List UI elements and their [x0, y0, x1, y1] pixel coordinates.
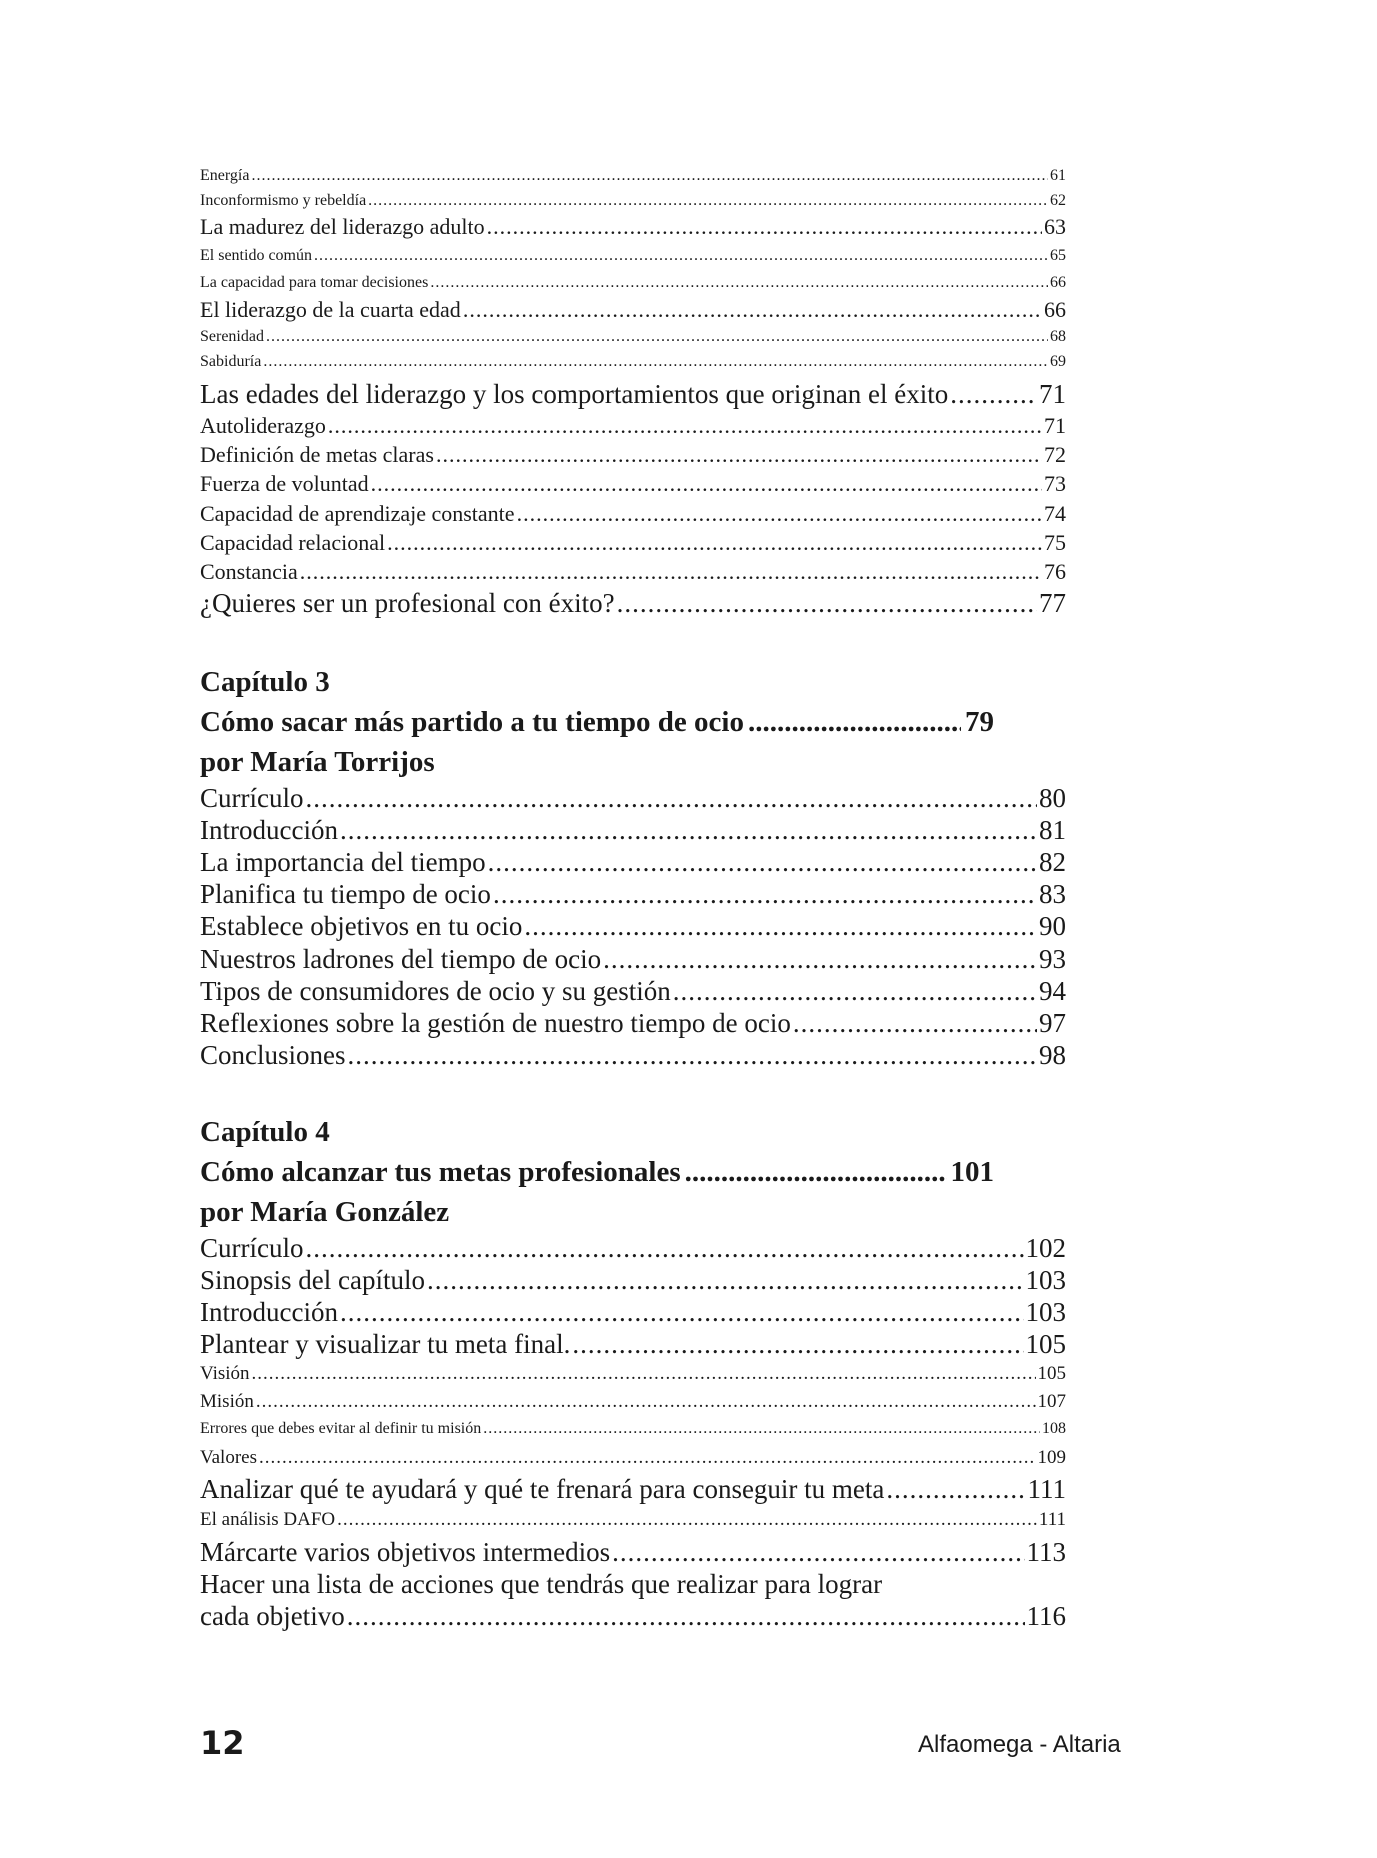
dot-leader [748, 708, 961, 737]
toc-entry-page: 102 [1025, 1233, 1066, 1263]
dot-leader [252, 1364, 1036, 1383]
toc-entry-page: 62 [1050, 192, 1066, 209]
toc-entry-page: 105 [1025, 1329, 1066, 1359]
chapter-title [200, 708, 994, 737]
dot-leader [256, 1392, 1036, 1411]
dot-leader [259, 1448, 1036, 1467]
toc-entry [200, 1235, 1066, 1262]
toc-entry-page: 73 [1044, 471, 1066, 496]
toc-entry [200, 299, 1066, 321]
toc-entry-title: cada objetivo [200, 1601, 345, 1631]
dot-leader [263, 354, 1048, 370]
dot-leader [793, 1010, 1037, 1037]
toc-entry-title: Conclusiones [200, 1040, 346, 1070]
chapter-title-text: Cómo sacar más partido a tu tiempo de ocio [200, 706, 744, 738]
toc-entry [200, 473, 1066, 495]
toc-entry-page: 82 [1039, 847, 1066, 877]
toc-entry [200, 946, 1066, 973]
chapter-label: Capítulo 4 [200, 1116, 330, 1148]
toc-entry-title: Sinopsis del capítulo [200, 1265, 425, 1295]
toc-entry-title: El análisis DAFO [200, 1509, 336, 1530]
dot-leader [347, 1603, 1025, 1630]
toc-entry [200, 1299, 1066, 1326]
toc-entry [200, 381, 1066, 408]
toc-entry [200, 881, 1066, 908]
toc-entry-title: Currículo [200, 783, 304, 813]
toc-entry-page: 111 [1038, 1509, 1066, 1530]
dot-leader [463, 299, 1042, 321]
dot-leader [617, 590, 1037, 617]
toc-entry-title: El sentido común [200, 247, 312, 264]
dot-leader [436, 444, 1042, 466]
dot-leader [251, 168, 1048, 184]
toc-entry-title: El liderazgo de la cuarta edad [200, 297, 461, 322]
toc-entry-page: 94 [1039, 976, 1066, 1006]
dot-leader [340, 1299, 1024, 1326]
toc-entry [200, 444, 1066, 466]
toc-entry-page: 113 [1026, 1537, 1066, 1567]
dot-leader [950, 381, 1037, 408]
toc-entry [200, 913, 1066, 940]
toc-entry-title: La importancia del tiempo [200, 847, 486, 877]
toc-entry [200, 561, 1066, 583]
toc-entry-wrapped-line: Hacer una lista de acciones que tendrás que realizar para lograr [200, 1569, 883, 1599]
dot-leader [572, 1331, 1023, 1358]
toc-entry [200, 415, 1066, 437]
toc-entry [200, 1448, 1066, 1467]
chapter-label: Capítulo 3 [200, 666, 330, 698]
toc-entry-page: 74 [1044, 501, 1066, 526]
dot-leader [427, 1267, 1024, 1294]
toc-entry-page: 107 [1037, 1391, 1066, 1412]
toc-entry-title: ¿Quieres ser un profesional con éxito? [200, 588, 615, 618]
toc-entry-title: La capacidad para tomar decisiones [200, 274, 429, 291]
toc-entry-page: 97 [1039, 1008, 1066, 1038]
toc-entry-page: 81 [1039, 815, 1066, 845]
toc-entry-page: 68 [1050, 328, 1066, 345]
toc-entry-title: Introducción [200, 1297, 338, 1327]
chapter-title-text: Cómo alcanzar tus metas profesionales [200, 1156, 681, 1188]
dot-leader [517, 503, 1042, 525]
toc-entry-page: 103 [1025, 1265, 1066, 1295]
toc-entry [200, 1364, 1066, 1383]
toc-entry [200, 1042, 1066, 1069]
toc-entry-page: 116 [1026, 1601, 1066, 1631]
toc-entry-page: 71 [1044, 413, 1066, 438]
toc-entry [200, 1392, 1066, 1411]
toc-entry [200, 168, 1066, 184]
toc-entry-title: Plantear y visualizar tu meta final. [200, 1329, 571, 1359]
toc-entry-page: 98 [1039, 1040, 1066, 1070]
toc-entry-title: Introducción [200, 815, 338, 845]
toc-entry-title: Sabiduría [200, 353, 262, 370]
dot-leader [328, 415, 1042, 437]
toc-entry-page: 75 [1044, 530, 1066, 555]
toc-entry-title: Constancia [200, 559, 298, 584]
toc-entry-title: Serenidad [200, 328, 264, 345]
toc-entry [200, 503, 1066, 525]
dot-leader [371, 473, 1042, 495]
toc-entry [200, 216, 1066, 238]
toc-entry-page: 63 [1044, 214, 1066, 239]
toc-entry-page: 90 [1039, 911, 1066, 941]
toc-entry [200, 1421, 1066, 1437]
toc-entry-page: 80 [1039, 783, 1066, 813]
toc-entry-title: Analizar qué te ayudará y qué te frenará para conseguir tu meta [200, 1474, 885, 1504]
toc-entry [200, 1267, 1066, 1294]
chapter-author: por María González [200, 1196, 450, 1228]
toc-entry-page: 103 [1025, 1297, 1066, 1327]
toc-entry-title: Definición de metas claras [200, 442, 434, 467]
toc-entry-title: Inconformismo y rebeldía [200, 192, 367, 209]
dot-leader [337, 1510, 1037, 1529]
dot-leader [886, 1476, 1025, 1503]
dot-leader [266, 329, 1048, 345]
dot-leader [673, 978, 1037, 1005]
toc-entry-title: La madurez del liderazgo adulto [200, 214, 485, 239]
dot-leader [487, 216, 1042, 238]
chapter-author: por María Torrijos [200, 746, 435, 778]
toc-entry-page: 65 [1050, 247, 1066, 264]
toc-entry [200, 1476, 1066, 1503]
toc-entry-title: Errores que debes evitar al definir tu misión [200, 1420, 482, 1437]
toc-entry-page: 105 [1037, 1363, 1066, 1384]
chapter-title [200, 1158, 994, 1187]
toc-entry [200, 1539, 1066, 1566]
dot-leader [488, 849, 1037, 876]
toc-entry [200, 193, 1066, 209]
dot-leader [685, 1158, 947, 1187]
toc-entry-page: 93 [1039, 944, 1066, 974]
toc-entry [200, 1331, 1066, 1358]
toc-entry [200, 1510, 1066, 1529]
dot-leader [305, 1235, 1023, 1262]
toc-entry [200, 1010, 1066, 1037]
toc-entry-page: 109 [1037, 1447, 1066, 1468]
toc-entry-title: Tipos de consumidores de ocio y su gestión [200, 976, 671, 1006]
dot-leader [430, 275, 1048, 291]
toc-entry-title: Fuerza de voluntad [200, 471, 369, 496]
toc-entry-title: Las edades del liderazgo y los comportamientos que originan el éxito [200, 379, 949, 409]
dot-leader [314, 248, 1048, 264]
toc-entry [200, 532, 1066, 554]
toc-entry [200, 275, 1066, 291]
dot-leader [524, 913, 1037, 940]
toc-entry [200, 248, 1066, 264]
dot-leader [387, 532, 1042, 554]
toc-entry-page: 66 [1050, 274, 1066, 291]
toc-entry-title: Márcarte varios objetivos intermedios [200, 1537, 611, 1567]
dot-leader [612, 1539, 1024, 1566]
dot-leader [368, 193, 1048, 209]
dot-leader [348, 1042, 1038, 1069]
publisher-name: Alfaomega - Altaria [918, 1731, 1121, 1758]
chapter-page: 79 [965, 706, 994, 738]
toc-entry-title: Currículo [200, 1233, 304, 1263]
chapter-page: 101 [950, 1156, 994, 1188]
toc-entry-title: Energía [200, 167, 250, 184]
toc-entry-page: 76 [1044, 559, 1066, 584]
toc-entry-title: Nuestros ladrones del tiempo de ocio [200, 944, 602, 974]
toc-entry-page: 69 [1050, 353, 1066, 370]
toc-entry [200, 849, 1066, 876]
toc-entry [200, 785, 1066, 812]
dot-leader [305, 785, 1037, 812]
toc-entry-title: Capacidad relacional [200, 530, 386, 555]
toc-entry-title: Visión [200, 1363, 250, 1384]
dot-leader [340, 817, 1037, 844]
toc-entry-page: 72 [1044, 442, 1066, 467]
toc-entry-page: 77 [1039, 588, 1066, 618]
toc-entry-page: 83 [1039, 879, 1066, 909]
toc-entry-page: 66 [1044, 297, 1066, 322]
toc-entry [200, 590, 1066, 617]
toc-entry-page: 111 [1027, 1474, 1066, 1504]
toc-entry [200, 978, 1066, 1005]
toc-entry-page: 108 [1042, 1420, 1066, 1437]
toc-entry-title: Autoliderazgo [200, 413, 326, 438]
dot-leader [483, 1421, 1040, 1437]
toc-entry [200, 1603, 1066, 1630]
toc-entry [200, 817, 1066, 844]
toc-entry-title: Establece objetivos en tu ocio [200, 911, 523, 941]
page-number: 12 [200, 1724, 245, 1762]
toc-entry-title: Reflexiones sobre la gestión de nuestro tiempo de ocio [200, 1008, 791, 1038]
toc-entry-title: Capacidad de aprendizaje constante [200, 501, 515, 526]
dot-leader [603, 946, 1037, 973]
toc-entry [200, 329, 1066, 345]
toc-entry [200, 354, 1066, 370]
toc-entry-page: 71 [1039, 379, 1066, 409]
dot-leader [300, 561, 1042, 583]
toc-entry-title: Planifica tu tiempo de ocio [200, 879, 491, 909]
toc-entry-title: Misión [200, 1391, 254, 1412]
toc-entry-page: 61 [1050, 167, 1066, 184]
toc-entry-title: Valores [200, 1447, 257, 1468]
dot-leader [493, 881, 1037, 908]
